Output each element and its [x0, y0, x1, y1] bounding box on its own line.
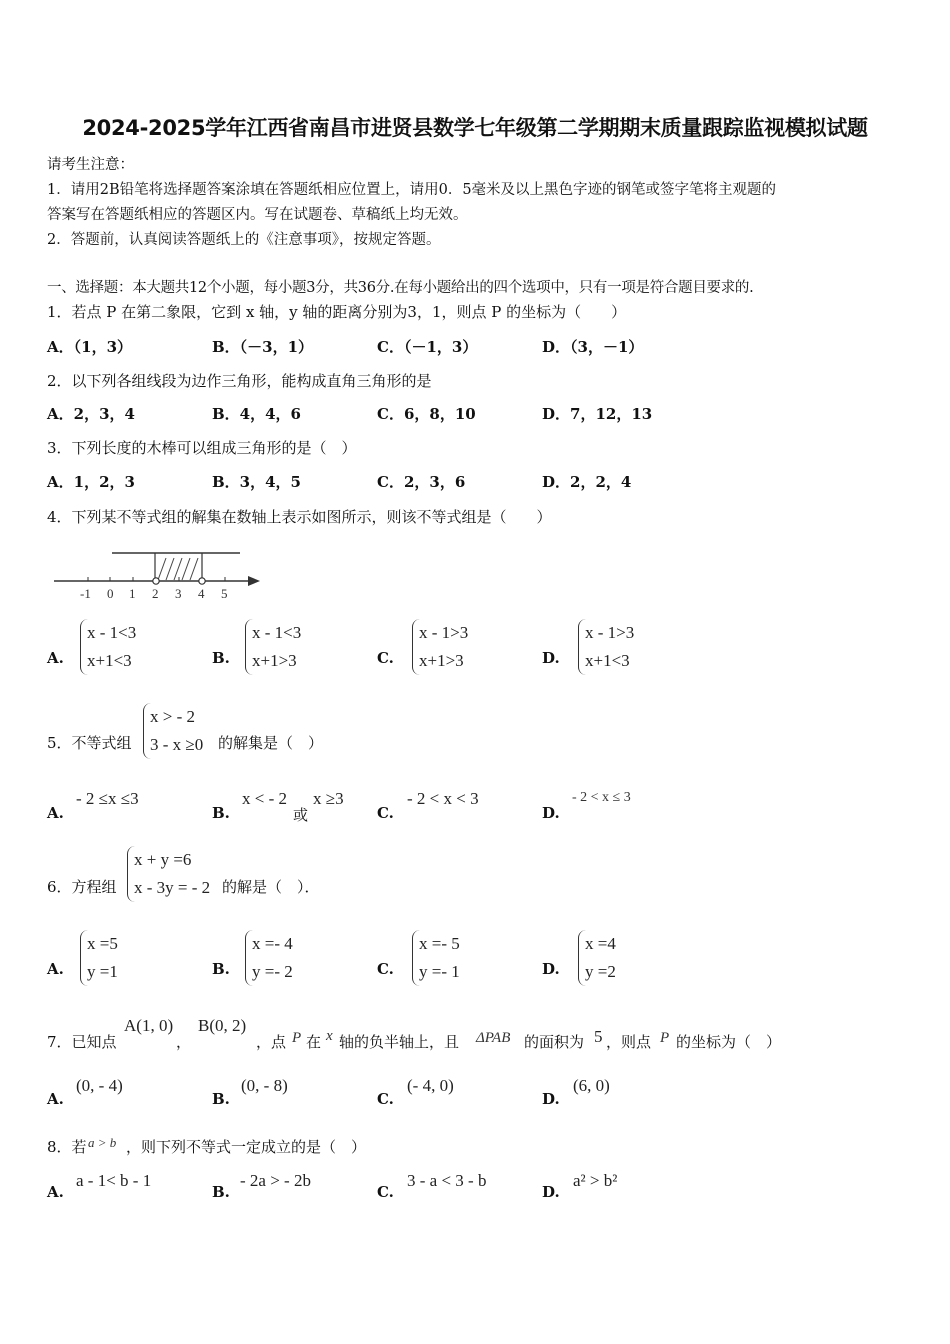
system-line: x =4	[585, 934, 616, 953]
question-7-text-2: ，点	[256, 1033, 287, 1051]
question-8-condition: a > b	[88, 1135, 117, 1150]
system-line: x - 1>3	[419, 623, 469, 642]
question-2-stem: 2．以下列各组线段为边作三角形，能构成直角三角形的是	[47, 372, 432, 390]
question-1-option-c[interactable]: C．（－1，3）	[377, 338, 478, 356]
question-6-option-c-label[interactable]: C.	[377, 960, 394, 978]
question-1-option-b[interactable]: B．（－3，1）	[212, 338, 314, 356]
open-point-4	[199, 578, 205, 584]
question-5-prefix: 5．不等式组	[47, 734, 132, 752]
system-line: x =- 5	[419, 934, 460, 953]
system-line: x > - 2	[150, 707, 195, 726]
question-7-point-p: P	[292, 1030, 302, 1046]
question-5-option-a[interactable]: - 2 ≤x ≤3	[76, 789, 139, 808]
system-line: x+1>3	[419, 651, 464, 670]
question-5-option-c-label[interactable]: C.	[377, 804, 394, 822]
question-6-option-c-system[interactable]	[412, 930, 460, 986]
question-5-system	[143, 703, 203, 759]
question-3-option-c[interactable]: C．2，3，6	[377, 473, 466, 491]
question-4-option-a-label[interactable]: A.	[47, 649, 64, 667]
question-6-option-a-label[interactable]: A.	[47, 960, 64, 978]
question-2-option-b[interactable]: B．4，4，6	[212, 405, 301, 423]
system-line: x - 1<3	[252, 623, 302, 642]
question-3-option-a[interactable]: A．1，2，3	[47, 473, 135, 491]
question-7-text-1: 7．已知点	[47, 1033, 117, 1051]
tick-label: 0	[107, 586, 114, 601]
question-1-stem: 1．若点 P 在第二象限，它到 x 轴，y 轴的距离分别为3，1，则点 P 的坐标为（ ）	[47, 303, 627, 321]
question-7-text-6: ，则点	[606, 1033, 652, 1051]
system-line: x =- 4	[252, 934, 293, 953]
question-7-text-5: 的面积为	[524, 1033, 585, 1051]
question-7-option-b[interactable]: (0, - 8)	[241, 1076, 288, 1095]
notice-heading: 请考生注意：	[47, 157, 134, 173]
notice-line-2: 2．答题前，认真阅读答题纸上的《注意事项》，按规定答题。	[47, 232, 441, 248]
question-8-option-a-label[interactable]: A.	[47, 1183, 64, 1201]
system-line: y =- 1	[419, 962, 460, 981]
question-7-text-3: 在	[306, 1033, 322, 1051]
system-line: x - 1<3	[87, 623, 137, 642]
axis-arrow	[248, 576, 260, 586]
question-4-option-b-label[interactable]: B.	[212, 649, 230, 667]
tick-label: -1	[80, 586, 91, 601]
question-6-system	[127, 846, 210, 902]
question-8-option-c-label[interactable]: C.	[377, 1183, 394, 1201]
question-7-option-a-label[interactable]: A.	[47, 1090, 64, 1108]
tick-label: 5	[221, 586, 228, 601]
question-2-option-a[interactable]: A．2，3，4	[47, 405, 135, 423]
question-7-option-b-label[interactable]: B.	[212, 1090, 230, 1108]
hatch-shading	[158, 558, 198, 580]
question-7-option-d[interactable]: (6, 0)	[573, 1076, 610, 1095]
question-3-option-b[interactable]: B．3，4，5	[212, 473, 301, 491]
system-line: x - 3y = - 2	[134, 878, 211, 897]
system-line: x+1<3	[87, 651, 132, 670]
question-7-comma: ，	[176, 1033, 192, 1051]
question-3-stem: 3．下列长度的木棒可以组成三角形的是（ ）	[47, 439, 357, 457]
system-line: y =1	[87, 962, 118, 981]
question-3-option-d[interactable]: D．2，2，4	[542, 473, 632, 491]
question-5-option-b-or: 或	[293, 806, 309, 824]
section-heading: 一、选择题：本大题共12个小题，每小题3分，共36分.在每小题给出的四个选项中，只有一项是符合题目要求的.	[47, 280, 754, 296]
open-point-2	[153, 578, 159, 584]
question-8-text-2: ，则下列不等式一定成立的是（ ）	[126, 1138, 367, 1156]
question-6-suffix: 的解是（ ）．	[222, 878, 320, 896]
question-4-option-c-system[interactable]	[412, 619, 468, 675]
question-6-prefix: 6．方程组	[47, 878, 117, 896]
question-7-axis-x: x	[326, 1028, 333, 1044]
question-8-option-d[interactable]: a² > b²	[573, 1171, 618, 1190]
question-8-option-b-label[interactable]: B.	[212, 1183, 230, 1201]
question-7-option-a[interactable]: (0, - 4)	[76, 1076, 123, 1095]
question-7-point-b: B(0, 2)	[198, 1016, 247, 1035]
question-7-point-p-2: P	[660, 1030, 670, 1046]
question-7-text-4: 轴的负半轴上，且	[339, 1033, 460, 1051]
question-1-option-a[interactable]: A．（1，3）	[47, 338, 133, 356]
tick-label: 1	[129, 586, 136, 601]
question-7-option-d-label[interactable]: D.	[542, 1090, 560, 1108]
question-5-option-d[interactable]: - 2 < x ≤ 3	[572, 790, 631, 805]
question-4-option-d-system[interactable]	[578, 619, 634, 675]
tick-label: 3	[175, 586, 182, 601]
question-5-option-d-label[interactable]: D.	[542, 804, 560, 822]
question-5-option-b-part1[interactable]: x < - 2	[242, 789, 287, 808]
question-6-option-b-system[interactable]	[245, 930, 293, 986]
question-6-option-d-label[interactable]: D.	[542, 960, 560, 978]
question-8-option-b[interactable]: - 2a > - 2b	[240, 1171, 311, 1190]
question-7-triangle: ΔPAB	[476, 1030, 511, 1046]
question-6-option-b-label[interactable]: B.	[212, 960, 230, 978]
question-4-stem: 4．下列某不等式组的解集在数轴上表示如图所示，则该不等式组是（ ）	[47, 508, 552, 526]
system-line: x - 1>3	[585, 623, 635, 642]
question-6-option-d-system[interactable]	[578, 930, 616, 986]
number-line-figure	[50, 540, 270, 605]
tick-label: 4	[198, 586, 205, 601]
question-5-option-b-label[interactable]: B.	[212, 804, 230, 822]
question-8-option-d-label[interactable]: D.	[542, 1183, 560, 1201]
notice-line-1b: 答案写在答题纸相应的答题区内。写在试题卷、草稿纸上均无效。	[47, 207, 468, 223]
question-8-text-1: 8．若	[47, 1138, 87, 1156]
question-8-option-c[interactable]: 3 - a < 3 - b	[407, 1171, 487, 1190]
system-line: 3 - x ≥0	[150, 735, 204, 754]
question-7-option-c[interactable]: (- 4, 0)	[407, 1076, 454, 1095]
system-line: x+1<3	[585, 651, 630, 670]
question-6-option-a-system[interactable]	[80, 930, 118, 986]
question-7-text-7: 的坐标为（ ）	[676, 1033, 782, 1051]
question-2-option-d[interactable]: D．7，12，13	[542, 405, 653, 423]
question-2-option-c[interactable]: C．6，8，10	[377, 405, 476, 423]
notice-line-1a: 1．请用2B铅笔将选择题答案涂填在答题纸相应位置上，请用0．5毫米及以上黑色字迹的钢笔或签字笔将主观题的	[47, 182, 777, 198]
question-5-option-a-label[interactable]: A.	[47, 804, 64, 822]
question-1-option-d[interactable]: D．（3，－1）	[542, 338, 644, 356]
question-5-suffix: 的解集是（ ）	[218, 734, 324, 752]
system-line: x =5	[87, 934, 118, 953]
question-4-option-c-label[interactable]: C.	[377, 649, 394, 667]
question-4-option-a-system[interactable]	[80, 619, 136, 675]
system-line: y =- 2	[252, 962, 293, 981]
question-7-option-c-label[interactable]: C.	[377, 1090, 394, 1108]
question-7-point-a: A(1, 0)	[124, 1016, 174, 1035]
system-line: x+1>3	[252, 651, 297, 670]
system-line: x + y =6	[134, 850, 192, 869]
system-line: y =2	[585, 962, 616, 981]
question-8-option-a[interactable]: a - 1< b - 1	[76, 1171, 152, 1190]
question-5-option-c[interactable]: - 2 < x < 3	[407, 789, 479, 808]
question-7-area: 5	[594, 1027, 603, 1046]
tick-label: 2	[152, 586, 159, 601]
question-4-option-b-system[interactable]	[245, 619, 301, 675]
question-4-option-d-label[interactable]: D.	[542, 649, 560, 667]
question-5-option-b-part2[interactable]: x ≥3	[313, 789, 344, 808]
page-title: 2024-2025学年江西省南昌市进贤县数学七年级第二学期期末质量跟踪监视模拟试题	[82, 116, 868, 140]
